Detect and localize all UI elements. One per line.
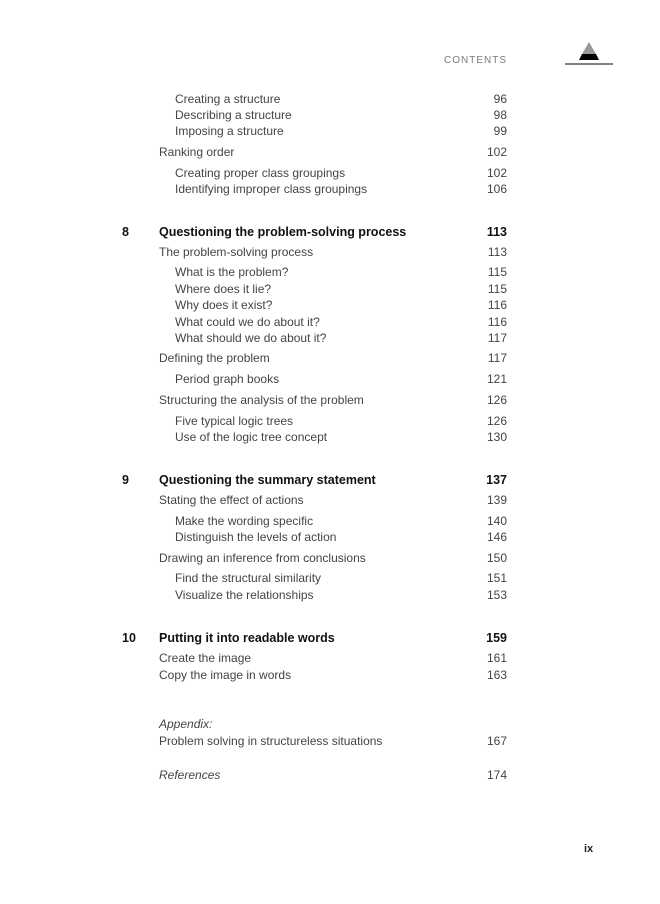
toc-entry[interactable]: Describing a structure 98: [175, 108, 507, 122]
toc-entry[interactable]: Problem solving in structureless situations 167: [159, 734, 507, 748]
toc-entry[interactable]: Structuring the analysis of the problem 126: [159, 393, 507, 407]
toc-entry[interactable]: What should we do about it? 117: [175, 331, 507, 345]
running-header: CONTENTS: [444, 55, 507, 66]
toc-entry[interactable]: Defining the problem 117: [159, 351, 507, 365]
pyramid-logo-icon: [565, 40, 613, 67]
page-number: ix: [584, 843, 594, 855]
toc-entry[interactable]: Ranking order 102: [159, 145, 507, 159]
toc-entry[interactable]: What is the problem? 115: [175, 265, 507, 279]
toc-entry[interactable]: Imposing a structure 99: [175, 124, 507, 138]
toc-entry[interactable]: Five typical logic trees 126: [175, 414, 507, 428]
toc-entry[interactable]: Creating proper class groupings 102: [175, 166, 507, 180]
toc-entry[interactable]: What could we do about it? 116: [175, 315, 507, 329]
toc-entry[interactable]: The problem-solving process 113: [159, 245, 507, 259]
toc-entry[interactable]: Creating a structure 96: [175, 92, 507, 106]
chapter-heading[interactable]: 8 Questioning the problem-solving process 113: [122, 225, 507, 239]
toc-entry[interactable]: Period graph books 121: [175, 372, 507, 386]
appendix-label: Appendix:: [159, 717, 213, 731]
toc-entry[interactable]: Distinguish the levels of action 146: [175, 530, 507, 544]
toc-entry[interactable]: Copy the image in words 163: [159, 668, 507, 682]
toc-entry[interactable]: Use of the logic tree concept 130: [175, 430, 507, 444]
toc-entry[interactable]: Where does it lie? 115: [175, 282, 507, 296]
toc-entry[interactable]: Stating the effect of actions 139: [159, 493, 507, 507]
toc-entry[interactable]: Why does it exist? 116: [175, 298, 507, 312]
chapter-heading[interactable]: 10 Putting it into readable words 159: [122, 631, 507, 645]
toc-entry[interactable]: Drawing an inference from conclusions 150: [159, 551, 507, 565]
chapter-heading[interactable]: 9 Questioning the summary statement 137: [122, 473, 507, 487]
toc-entry[interactable]: Find the structural similarity 151: [175, 571, 507, 585]
toc-entry[interactable]: Identifying improper class groupings 106: [175, 182, 507, 196]
toc-entry-references[interactable]: References 174: [159, 768, 507, 782]
toc-entry[interactable]: Create the image 161: [159, 651, 507, 665]
toc-entry[interactable]: Make the wording specific 140: [175, 514, 507, 528]
toc-entry[interactable]: Visualize the relationships 153: [175, 588, 507, 602]
